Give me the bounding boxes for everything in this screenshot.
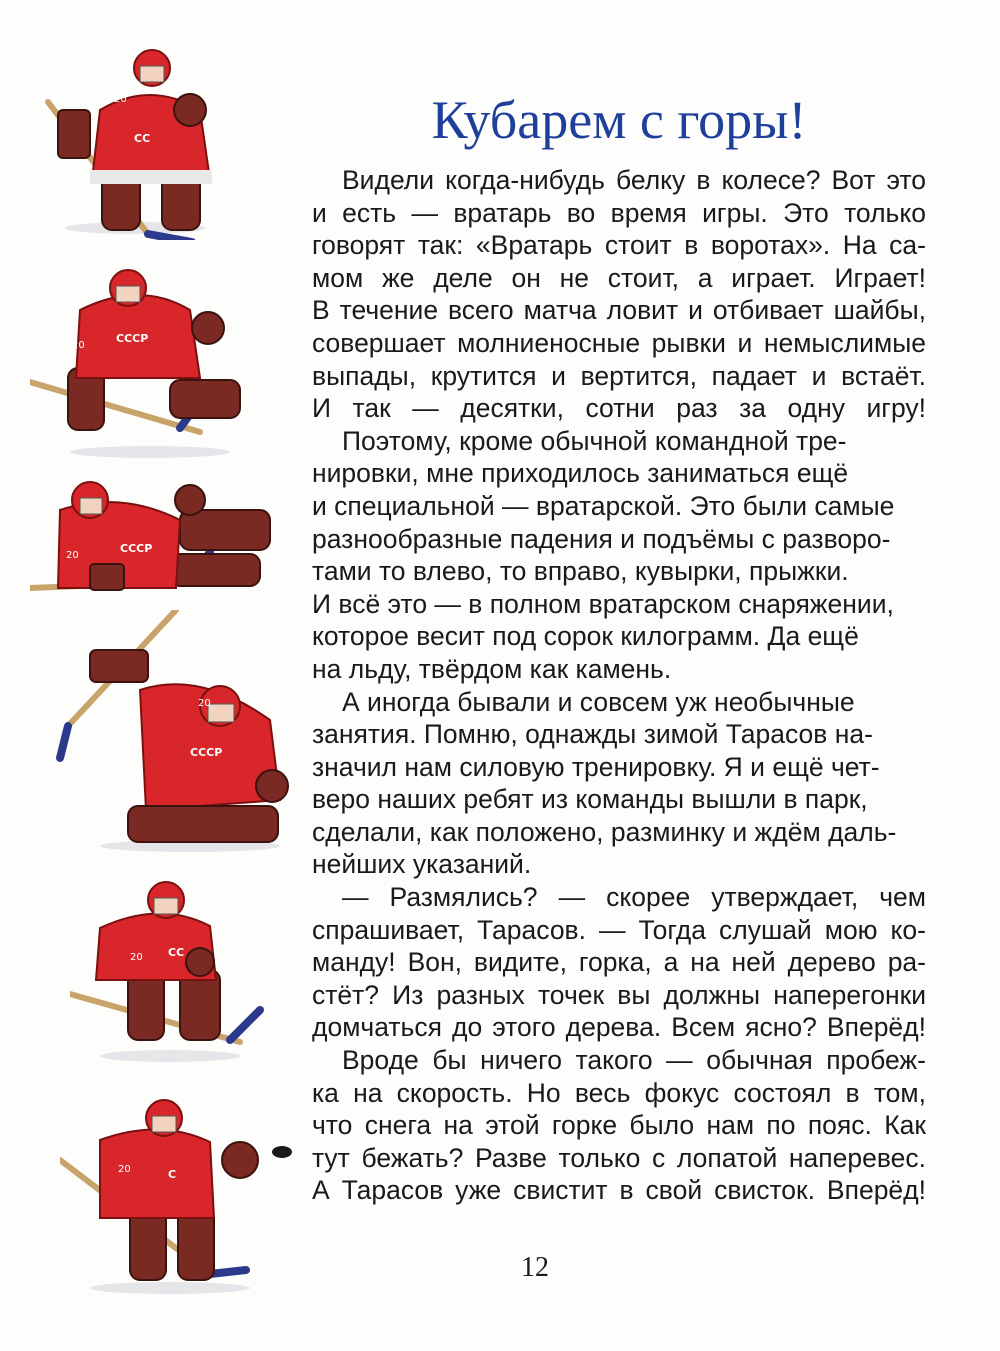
text-line: что снега на этой горке было нам по пояс. Как (312, 1110, 926, 1141)
story-text (312, 164, 926, 1207)
text-line: В течение всего матча ловит и отбивает шайбы, (312, 295, 926, 326)
goalie-illustration (70, 870, 270, 1070)
text-line: спрашивает, Тарасов. — Тогда слушай мою ко- (312, 914, 926, 945)
paragraph (312, 881, 926, 1044)
goalie-illustration (50, 610, 290, 860)
text-line: А Тарасов уже свистит в свой свисток. Вперёд! (312, 1175, 926, 1206)
text-line: которое весит под сорок килограмм. Да ещё (312, 621, 859, 652)
paragraph (312, 425, 926, 686)
text-line: нейших указаний. (312, 849, 532, 880)
svg-text:СССР: СССР (190, 746, 223, 759)
text-line: говорят так: «Вратарь стоит в воротах». На са- (312, 230, 926, 261)
text-line: ка на скорость. Но весь фокус состоял в том, (312, 1077, 926, 1108)
text-line: на льду, твёрдом как камень. (312, 653, 672, 684)
svg-text:20: 20 (118, 1164, 131, 1175)
text-line: домчаться до этого дерева. Всем ясно? Вперёд! (312, 1012, 926, 1043)
text-line: нировки, мне приходилось заниматься ещё (312, 458, 849, 489)
goalie-illustration (30, 40, 240, 240)
goalie-illustration (30, 470, 280, 610)
text-line: разнообразные падения и подъёмы с разворо- (312, 523, 891, 554)
svg-text:СССР: СССР (120, 542, 153, 555)
svg-text:С: С (168, 1168, 177, 1181)
goalie-illustration (30, 260, 270, 470)
svg-text:20: 20 (114, 94, 127, 105)
page-title: Кубарем с горы! (431, 90, 807, 150)
svg-text:20: 20 (72, 340, 85, 351)
text-line: значил нам силовую тренировку. Я и ещё чет- (312, 751, 880, 782)
goalie-illustration (60, 1090, 300, 1300)
svg-text:20: 20 (130, 952, 143, 963)
svg-text:СССР: СССР (116, 332, 149, 345)
illustration-column (30, 30, 290, 1300)
svg-text:20: 20 (198, 698, 211, 709)
text-line: выпады, крутится и вертится, падает и встаёт. (312, 360, 926, 391)
text-line: манду! Вон, видите, горка, а на ней дерево ра- (312, 947, 926, 978)
text-line: и есть — вратарь во время игры. Это только (312, 197, 926, 228)
paragraph (312, 1044, 926, 1207)
text-line: тами то влево, то вправо, кувырки, прыжки. (312, 556, 849, 587)
text-line: А иногда бывали и совсем уж необычные (342, 686, 855, 717)
text-line: занятия. Помню, однажды зимой Тарасов на- (312, 719, 873, 750)
svg-text:20: 20 (66, 550, 79, 561)
text-line: сделали, как положено, разминку и ждём даль- (312, 816, 897, 847)
text-line: мом же деле он не стоит, а играет. Играет! (312, 262, 926, 293)
paragraph (312, 686, 926, 882)
text-line: И всё это — в полном вратарском снаряжении, (312, 588, 894, 619)
svg-text:CC: CC (134, 132, 151, 145)
text-line: — Размялись? — скорее утверждает, чем (342, 882, 926, 913)
text-line: Вроде бы ничего такого — обычная пробеж- (342, 1045, 926, 1076)
text-line: Поэтому, кроме обычной командной тре- (342, 425, 847, 456)
paragraph (312, 164, 926, 425)
text-line: и специальной — вратарской. Это были самые (312, 490, 895, 521)
text-line: тут бежать? Разве только с лопатой наперевес. (312, 1142, 926, 1173)
page-number: 12 (521, 1252, 549, 1283)
text-line: Видели когда-нибудь белку в колесе? Вот это (342, 165, 926, 195)
text-line: веро наших ребят из команды вышли в парк, (312, 784, 868, 815)
text-line: И так — десятки, сотни раз за одну игру! (312, 393, 926, 424)
svg-text:СС: СС (168, 946, 185, 959)
text-line: совершает молниеносные рывки и немыслимые (312, 327, 926, 358)
text-line: стёт? Из разных точек вы должны наперегонки (312, 979, 926, 1010)
